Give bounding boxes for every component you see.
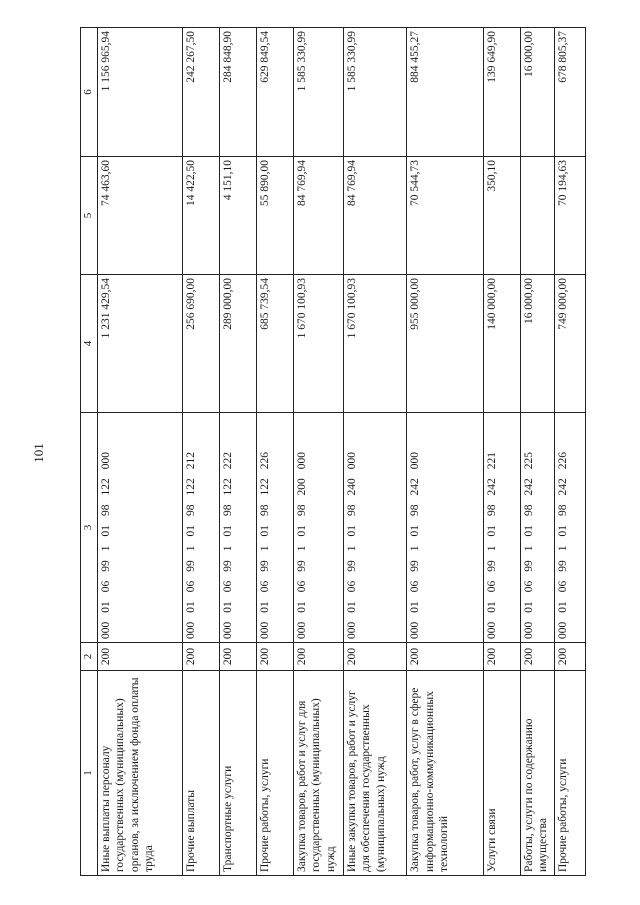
budget-code-segment: 221 (485, 452, 498, 470)
budget-code-segment: 242 (557, 478, 570, 496)
budget-code-segment: 98 (295, 504, 308, 516)
row-executed-amount-cell: 14 422,50 (182, 157, 219, 275)
table-row (182, 28, 219, 876)
budget-code-segment: 06 (346, 580, 359, 593)
table-row (555, 28, 586, 876)
row-budget-code-cell (520, 413, 555, 643)
budget-code-segment: 98 (485, 504, 498, 516)
budget-code-segment: 01 (258, 601, 271, 613)
row-budget-code-cell (483, 413, 520, 643)
budget-code-segment: 000 (295, 452, 308, 470)
budget-code-segment: 01 (184, 601, 197, 613)
budget-code-segment: 242 (485, 478, 498, 496)
budget-code-segment: 01 (99, 601, 112, 613)
row-executed-amount-cell: 84 769,94 (344, 157, 407, 275)
budget-code-segment: 01 (346, 525, 359, 537)
table-row (219, 28, 256, 876)
budget-code-segment: 01 (557, 601, 570, 613)
row-approved-amount-cell: 140 000,00 (483, 275, 520, 413)
budget-code-segment: 01 (295, 525, 308, 537)
budget-code-segment: 000 (221, 621, 234, 639)
budget-code-segment: 01 (221, 601, 234, 613)
row-executed-amount-cell: 55 890,00 (256, 157, 293, 275)
table-row (344, 28, 407, 876)
budget-code-segment: 1 (295, 545, 308, 552)
budget-code-segment: 000 (409, 621, 422, 639)
budget-code-segment: 99 (409, 560, 422, 572)
row-remaining-amount-cell: 284 848,90 (219, 28, 256, 157)
row-name-cell: Закупка товаров, работ и услуг для государственных (муниципальных) нужд (293, 671, 343, 876)
budget-code-segment: 01 (409, 601, 422, 613)
table-row (97, 28, 182, 876)
row-name-cell: Закупка товаров, работ, услуг в сфере информационно-коммуникационных технологий (407, 671, 483, 876)
budget-code-segment: 98 (346, 504, 359, 516)
row-budget-code-cell (344, 413, 407, 643)
row-remaining-amount-cell: 1 156 965,94 (97, 28, 182, 157)
rotated-table-wrapper (80, 28, 586, 876)
table-row (520, 28, 555, 876)
row-remaining-amount-cell: 242 267,50 (182, 28, 219, 157)
row-approved-amount-cell: 955 000,00 (407, 275, 483, 413)
budget-code-segment: 98 (99, 504, 112, 516)
budget-code-segment: 06 (522, 580, 535, 593)
column-header: 1 (81, 671, 98, 876)
row-remaining-amount-cell: 1 585 330,99 (344, 28, 407, 157)
row-approved-amount-cell: 749 000,00 (555, 275, 586, 413)
table-row (407, 28, 483, 876)
budget-code-segment: 000 (557, 621, 570, 639)
budget-code-segment: 06 (295, 580, 308, 593)
row-name-cell: Прочие выплаты (182, 671, 219, 876)
budget-code-segment: 01 (295, 601, 308, 613)
row-remaining-amount-cell: 629 849,54 (256, 28, 293, 157)
row-executed-amount-cell (520, 157, 555, 275)
row-name-cell: Прочие работы, услуги (555, 671, 586, 876)
budget-execution-table (80, 27, 586, 876)
budget-code-segment: 98 (221, 504, 234, 516)
row-name-cell: Иные выплаты персоналу государственных (муниципальных) органов, за исключением фонда оплаты труда (97, 671, 182, 876)
budget-code-segment: 1 (346, 545, 359, 552)
budget-code-segment: 000 (184, 621, 197, 639)
budget-code-segment: 98 (409, 504, 422, 516)
column-header: 3 (81, 413, 98, 643)
row-line-code-cell: 200 (555, 643, 586, 671)
budget-code-segment: 99 (295, 560, 308, 572)
budget-code-segment: 99 (99, 560, 112, 572)
budget-code-segment: 000 (409, 452, 422, 470)
budget-code-segment: 99 (522, 560, 535, 572)
budget-code-segment: 000 (346, 452, 359, 470)
row-line-code-cell: 200 (407, 643, 483, 671)
budget-code-segment: 242 (409, 478, 422, 496)
row-remaining-amount-cell: 1 585 330,99 (293, 28, 343, 157)
budget-code-segment: 01 (522, 601, 535, 613)
budget-code-segment: 06 (221, 580, 234, 593)
budget-code-segment: 122 (184, 478, 197, 496)
budget-code-segment: 000 (258, 621, 271, 639)
budget-code-segment: 06 (409, 580, 422, 593)
budget-code-segment: 99 (184, 560, 197, 572)
row-budget-code-cell (219, 413, 256, 643)
row-line-code-cell: 200 (256, 643, 293, 671)
row-line-code-cell: 200 (483, 643, 520, 671)
budget-code-segment: 98 (557, 504, 570, 516)
budget-code-segment: 1 (522, 545, 535, 552)
budget-code-segment: 226 (557, 452, 570, 470)
row-name-cell: Услуги связи (483, 671, 520, 876)
row-line-code-cell: 200 (344, 643, 407, 671)
row-executed-amount-cell: 74 463,60 (97, 157, 182, 275)
row-name-cell: Транспортные услуги (219, 671, 256, 876)
budget-code-segment: 01 (258, 525, 271, 537)
row-remaining-amount-cell: 16 000,00 (520, 28, 555, 157)
row-budget-code-cell (293, 413, 343, 643)
budget-code-segment: 06 (184, 580, 197, 593)
budget-code-segment: 1 (557, 545, 570, 552)
budget-code-segment: 122 (258, 478, 271, 496)
row-executed-amount-cell: 84 769,94 (293, 157, 343, 275)
budget-code-segment: 01 (485, 525, 498, 537)
budget-code-segment: 1 (99, 545, 112, 552)
table-row (256, 28, 293, 876)
budget-code-segment: 99 (346, 560, 359, 572)
budget-code-segment: 200 (295, 478, 308, 496)
budget-code-segment: 06 (557, 580, 570, 593)
budget-code-segment: 226 (258, 452, 271, 470)
budget-code-segment: 06 (99, 580, 112, 593)
budget-code-segment: 01 (522, 525, 535, 537)
row-budget-code-cell (182, 413, 219, 643)
budget-code-segment: 01 (221, 525, 234, 537)
budget-code-segment: 06 (258, 580, 271, 593)
budget-code-segment: 01 (485, 601, 498, 613)
budget-code-segment: 06 (485, 580, 498, 593)
row-remaining-amount-cell: 884 455,27 (407, 28, 483, 157)
budget-code-segment: 000 (295, 621, 308, 639)
row-line-code-cell: 200 (219, 643, 256, 671)
budget-code-segment: 122 (99, 478, 112, 496)
budget-code-segment: 98 (184, 504, 197, 516)
row-approved-amount-cell: 685 739,54 (256, 275, 293, 413)
budget-code-segment: 98 (258, 504, 271, 516)
row-executed-amount-cell: 70 194,63 (555, 157, 586, 275)
budget-code-segment: 222 (221, 452, 234, 470)
column-header: 6 (81, 28, 98, 157)
budget-code-segment: 212 (184, 452, 197, 470)
budget-code-segment: 122 (221, 478, 234, 496)
budget-code-segment: 1 (184, 545, 197, 552)
budget-code-segment: 000 (99, 621, 112, 639)
row-budget-code-cell (256, 413, 293, 643)
row-name-cell: Прочие работы, услуги (256, 671, 293, 876)
column-header: 4 (81, 275, 98, 413)
table-row (483, 28, 520, 876)
row-budget-code-cell (97, 413, 182, 643)
budget-code-segment: 99 (221, 560, 234, 572)
row-line-code-cell: 200 (97, 643, 182, 671)
budget-code-segment: 99 (557, 560, 570, 572)
budget-code-segment: 242 (522, 478, 535, 496)
budget-code-segment: 01 (184, 525, 197, 537)
row-name-cell: Работы, услуги по содержанию имущества (520, 671, 555, 876)
budget-code-segment: 01 (346, 601, 359, 613)
budget-code-segment: 240 (346, 478, 359, 496)
row-approved-amount-cell: 1 231 429,54 (97, 275, 182, 413)
row-budget-code-cell (555, 413, 586, 643)
report-table-frame (80, 28, 586, 876)
budget-code-segment: 01 (99, 525, 112, 537)
budget-code-segment: 99 (485, 560, 498, 572)
row-approved-amount-cell: 256 690,00 (182, 275, 219, 413)
table-row (293, 28, 343, 876)
row-executed-amount-cell: 4 151,10 (219, 157, 256, 275)
budget-code-segment: 1 (485, 545, 498, 552)
budget-code-segment: 000 (485, 621, 498, 639)
budget-code-segment: 1 (258, 545, 271, 552)
row-line-code-cell: 200 (293, 643, 343, 671)
budget-code-segment: 98 (522, 504, 535, 516)
row-name-cell: Иные закупки товаров, работ и услуг для обеспечения государственных (муниципальных) нужд (344, 671, 407, 876)
page-number: 101 (31, 443, 46, 463)
budget-code-segment: 1 (221, 545, 234, 552)
row-budget-code-cell (407, 413, 483, 643)
header-row (81, 28, 98, 876)
row-line-code-cell: 200 (182, 643, 219, 671)
row-approved-amount-cell: 1 670 100,93 (344, 275, 407, 413)
row-approved-amount-cell: 289 000,00 (219, 275, 256, 413)
column-header: 5 (81, 157, 98, 275)
row-approved-amount-cell: 16 000,00 (520, 275, 555, 413)
row-remaining-amount-cell: 678 805,37 (555, 28, 586, 157)
row-executed-amount-cell: 350,10 (483, 157, 520, 275)
row-executed-amount-cell: 70 544,73 (407, 157, 483, 275)
column-header: 2 (81, 643, 98, 671)
budget-code-segment: 99 (258, 560, 271, 572)
row-approved-amount-cell: 1 670 100,93 (293, 275, 343, 413)
budget-code-segment: 01 (557, 525, 570, 537)
row-line-code-cell: 200 (520, 643, 555, 671)
budget-code-segment: 1 (409, 545, 422, 552)
budget-code-segment: 225 (522, 452, 535, 470)
row-remaining-amount-cell: 139 649,90 (483, 28, 520, 157)
budget-code-segment: 000 (522, 621, 535, 639)
budget-code-segment: 000 (99, 452, 112, 470)
budget-code-segment: 01 (409, 525, 422, 537)
budget-code-segment: 000 (346, 621, 359, 639)
